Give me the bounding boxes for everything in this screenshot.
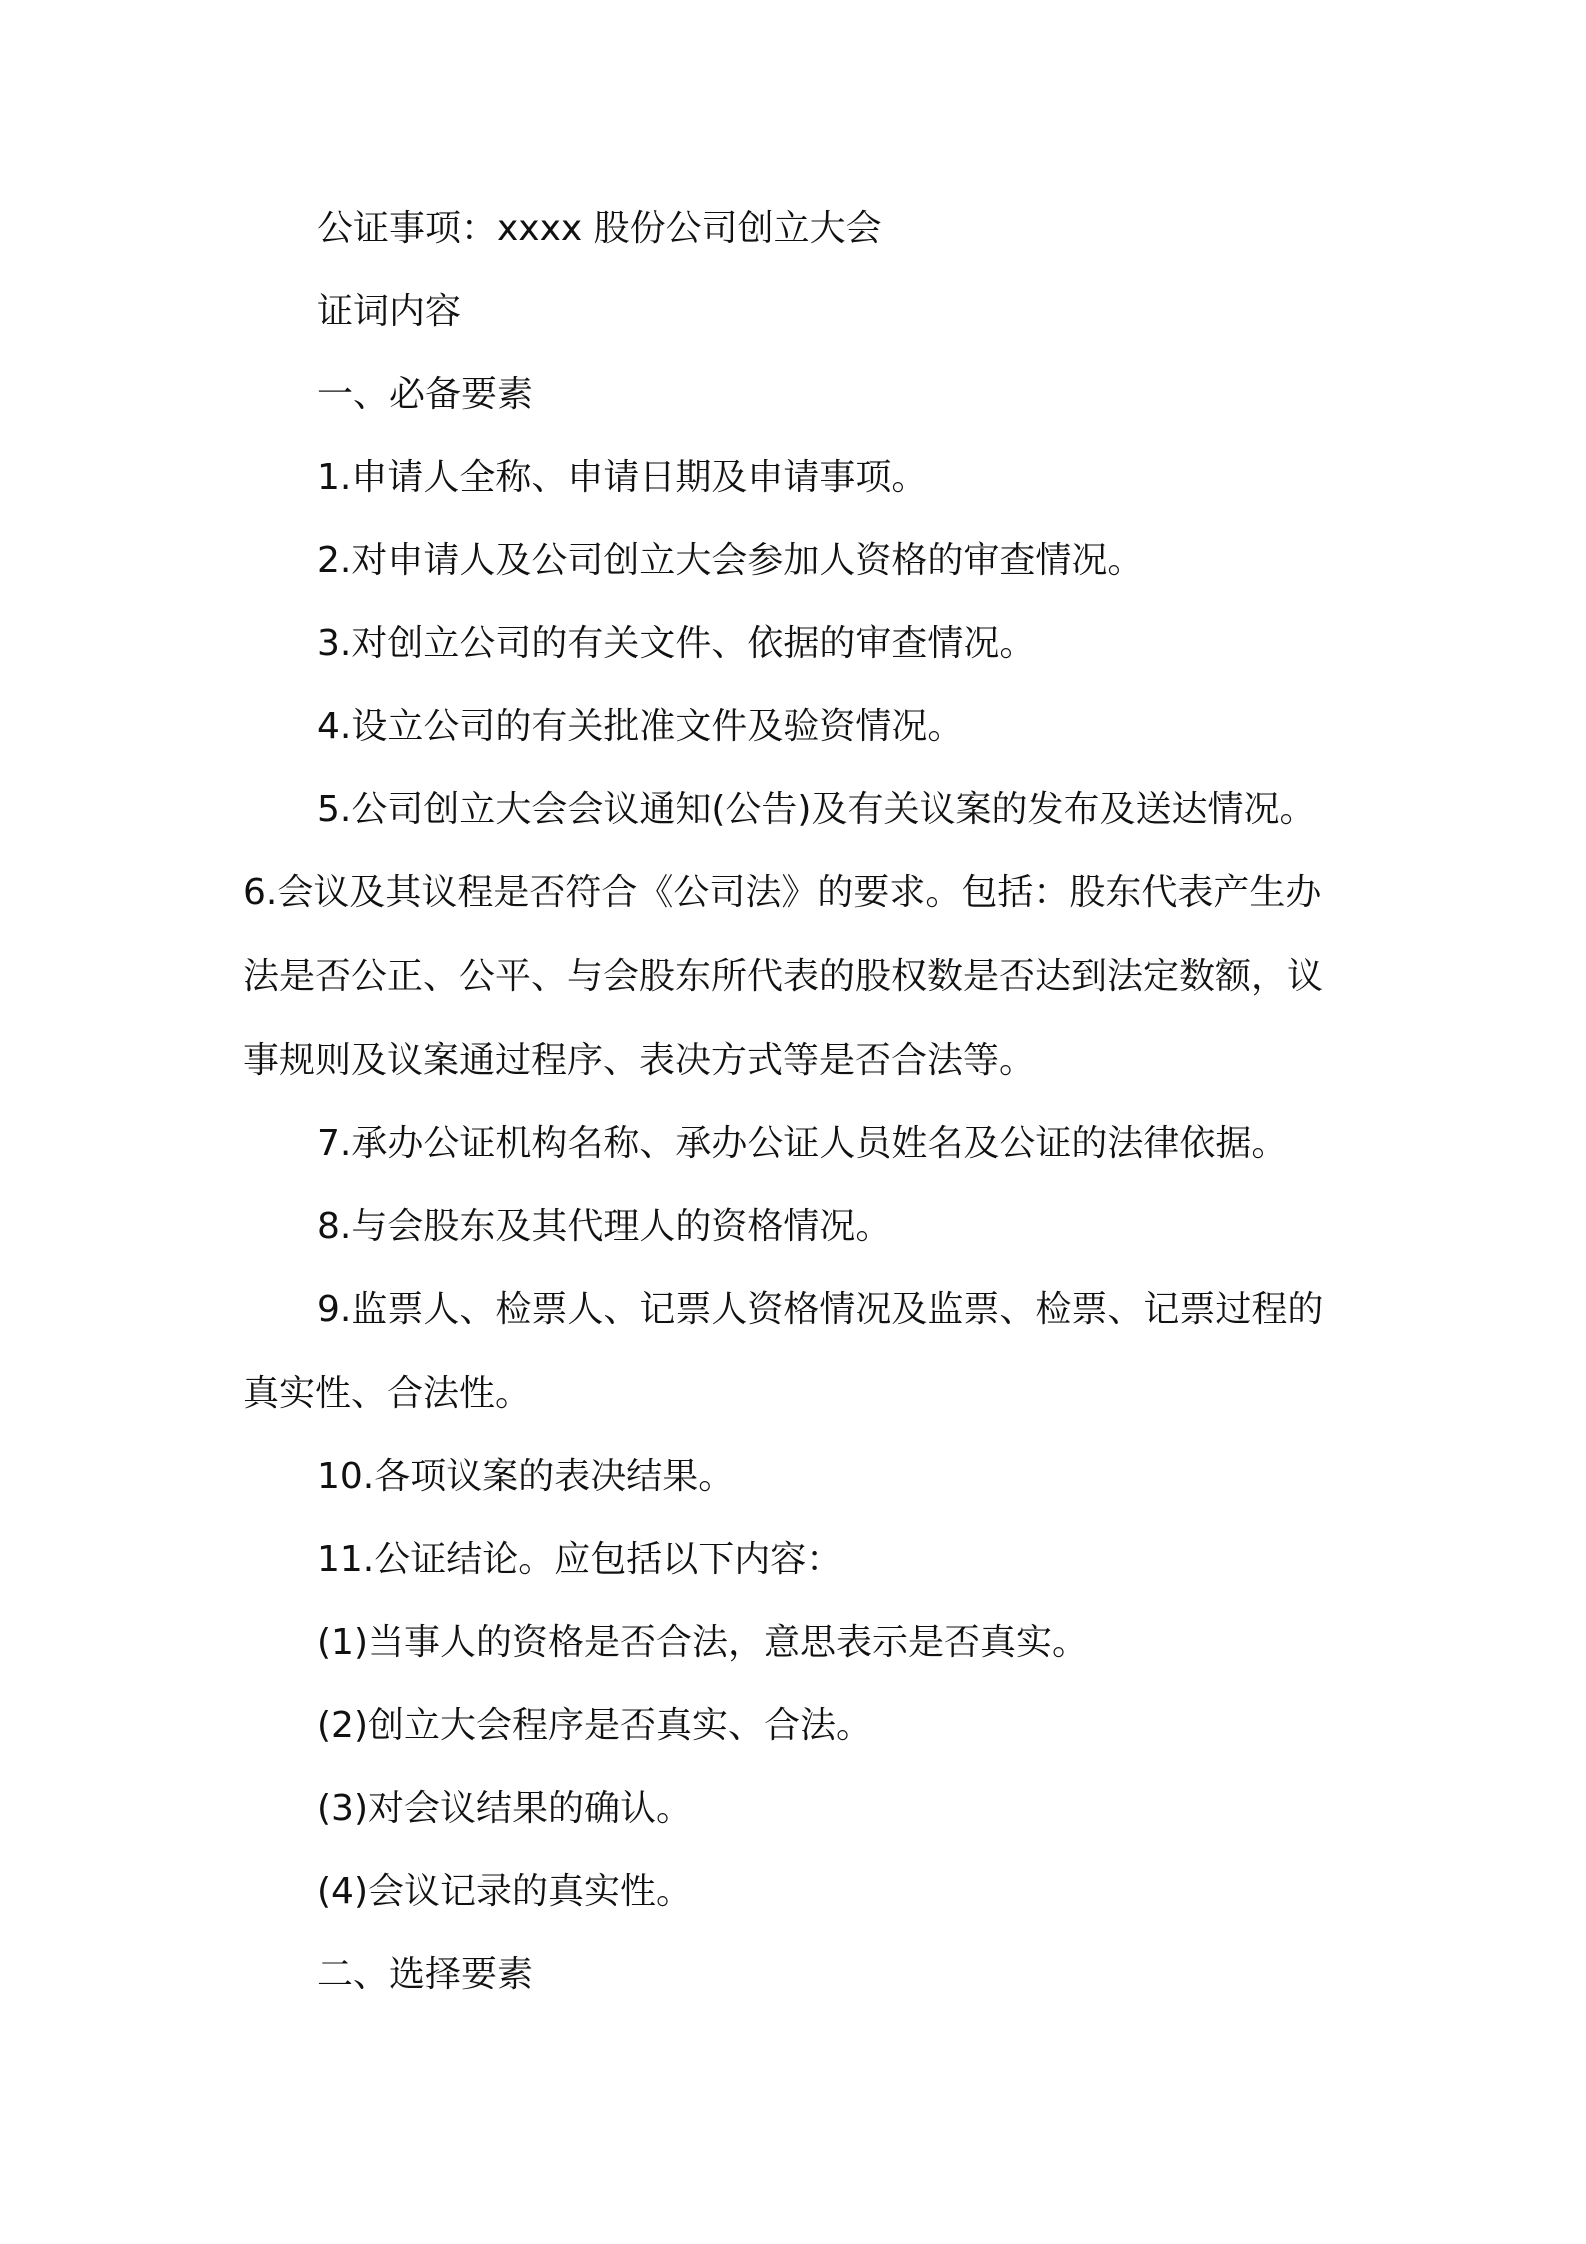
notarization-matter: 公证事项：xxxx 股份公司创立大会 bbox=[317, 208, 882, 249]
list-item-5: 5.公司创立大会会议通知(公告)及有关议案的发布及送达情况。 bbox=[317, 789, 1316, 830]
certificate-content-heading: 证词内容 bbox=[317, 291, 462, 332]
section-heading-optional: 二、选择要素 bbox=[317, 1954, 534, 1995]
list-item-2: 2.对申请人及公司创立大会参加人资格的审查情况。 bbox=[317, 540, 1144, 581]
sub-item-2: (2)创立大会程序是否真实、合法。 bbox=[317, 1705, 872, 1746]
section-heading-required: 一、必备要素 bbox=[317, 374, 534, 415]
list-item-3: 3.对创立公司的有关文件、依据的审查情况。 bbox=[317, 623, 1036, 664]
list-item-10: 10.各项议案的表决结果。 bbox=[317, 1456, 735, 1497]
list-item-7: 7.承办公证机构名称、承办公证人员姓名及公证的法律依据。 bbox=[317, 1123, 1288, 1164]
list-item-6: 6.会议及其议程是否符合《公司法》的要求。包括：股东代表产生办法是否公正、公平、与会股东所代表的股权数是否达到法定数额，议事规则及议案通过程序、表决方式等是否合法等。 bbox=[243, 872, 1324, 1081]
sub-item-1: (1)当事人的资格是否合法，意思表示是否真实。 bbox=[317, 1622, 1088, 1663]
list-item-11: 11.公证结论。应包括以下内容： bbox=[317, 1539, 843, 1580]
list-item-1: 1.申请人全称、申请日期及申请事项。 bbox=[317, 457, 928, 498]
sub-item-3: (3)对会议结果的确认。 bbox=[317, 1788, 692, 1829]
document-body bbox=[243, 200, 1353, 2004]
list-item-4: 4.设立公司的有关批准文件及验资情况。 bbox=[317, 706, 964, 747]
list-item-8: 8.与会股东及其代理人的资格情况。 bbox=[317, 1206, 892, 1247]
sub-item-4: (4)会议记录的真实性。 bbox=[317, 1871, 692, 1912]
list-item-9: 9.监票人、检票人、记票人资格情况及监票、检票、记票过程的真实性、合法性。 bbox=[243, 1289, 1324, 1414]
